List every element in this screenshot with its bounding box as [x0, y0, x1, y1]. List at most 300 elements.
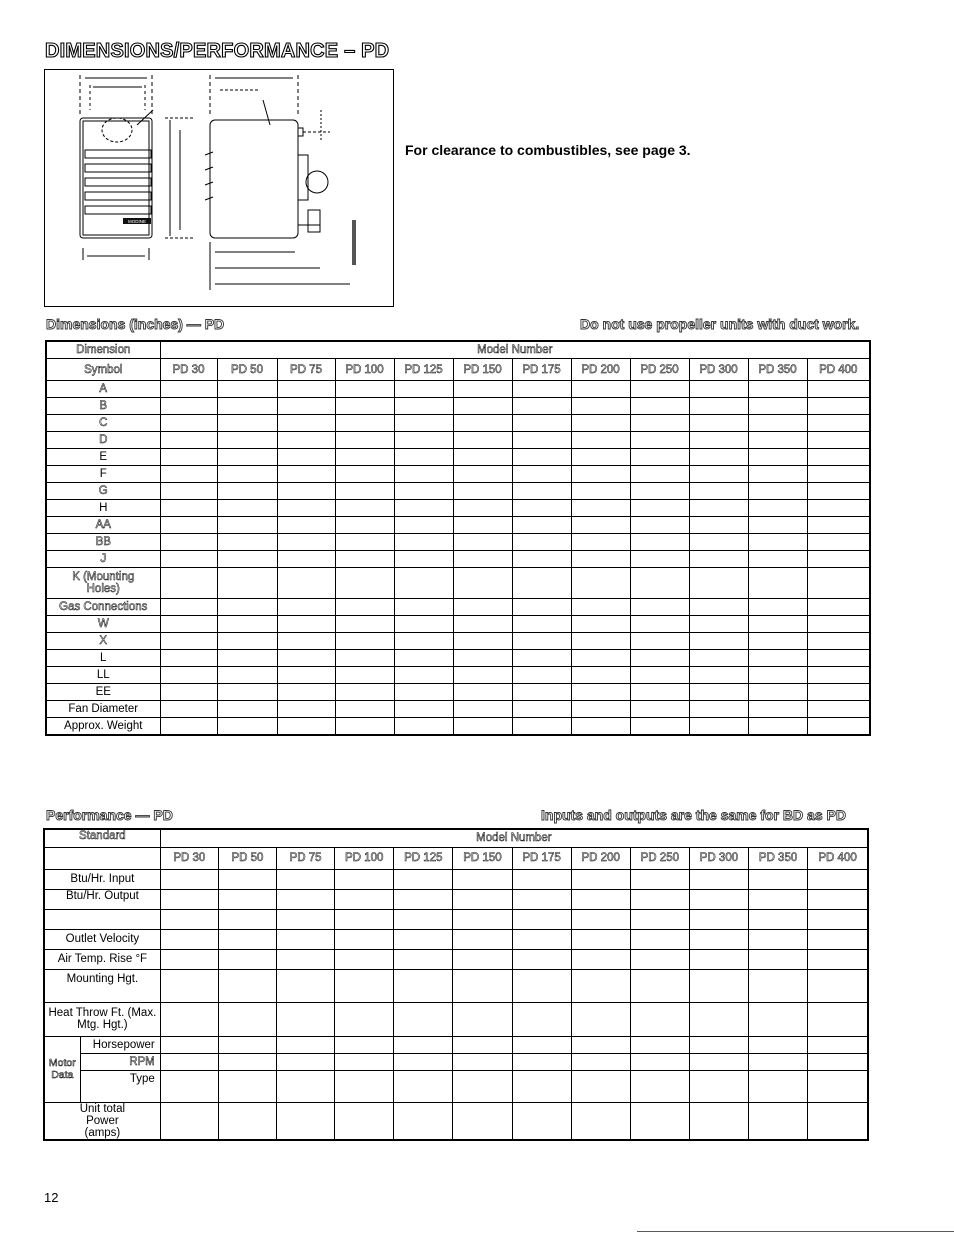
- dimension-cell: [394, 415, 453, 432]
- dimension-cell: [217, 534, 277, 551]
- row-type: [44, 1070, 868, 1102]
- dimension-cell: [160, 684, 217, 701]
- dimension-cell: [689, 483, 748, 500]
- dimension-cell: [512, 500, 571, 517]
- dimension-cell: [394, 616, 453, 633]
- dimension-cell: [217, 398, 277, 415]
- dimension-cell: [277, 381, 335, 398]
- row-mounting-height: [44, 969, 868, 1002]
- dimension-row: [46, 568, 870, 599]
- dimension-symbol: A: [46, 381, 160, 398]
- dimension-cell: [453, 718, 512, 736]
- dimension-cell: [512, 415, 571, 432]
- performance-table: [43, 828, 869, 1141]
- model-col: PD 125: [394, 847, 453, 869]
- dimension-row: [46, 551, 870, 568]
- dimension-cell: [335, 483, 394, 500]
- model-col: PD 150: [453, 847, 512, 869]
- model-col: PD 200: [571, 359, 630, 381]
- dimension-cell: [512, 718, 571, 736]
- dimension-cell: [217, 432, 277, 449]
- dimension-cell: [571, 633, 630, 650]
- dimension-cell: [160, 449, 217, 466]
- dimension-cell: [807, 718, 870, 736]
- model-col: PD 75: [277, 359, 335, 381]
- dimension-cell: [689, 398, 748, 415]
- dimension-cell: [571, 415, 630, 432]
- dimension-cell: [512, 633, 571, 650]
- row-label: Mounting Hgt.: [44, 969, 160, 1002]
- dimension-cell: [217, 633, 277, 650]
- dimension-cell: [807, 483, 870, 500]
- dimension-cell: [394, 398, 453, 415]
- dimension-cell: [630, 650, 689, 667]
- dimension-cell: [748, 701, 807, 718]
- dimension-cell: [571, 650, 630, 667]
- dimension-cell: [394, 684, 453, 701]
- dimension-cell: [689, 616, 748, 633]
- row-unit-power: [44, 1102, 868, 1140]
- dimension-cell: [394, 568, 453, 599]
- dimension-cell: [277, 650, 335, 667]
- dimension-cell: [394, 517, 453, 534]
- dimension-cell: [160, 718, 217, 736]
- dimension-cell: [689, 449, 748, 466]
- dimension-row: [46, 650, 870, 667]
- dimension-row: [46, 701, 870, 718]
- dimension-cell: [807, 517, 870, 534]
- dimension-cell: [277, 432, 335, 449]
- dimension-cell: [512, 684, 571, 701]
- performance-title: Performance — PD: [46, 807, 173, 823]
- dimension-cell: [335, 633, 394, 650]
- dimension-cell: [335, 466, 394, 483]
- dimension-cell: [217, 667, 277, 684]
- dimension-cell: [571, 701, 630, 718]
- dimension-cell: [807, 667, 870, 684]
- dimension-cell: [807, 650, 870, 667]
- dimension-cell: [630, 432, 689, 449]
- dimension-cell: [277, 483, 335, 500]
- dimension-cell: [453, 616, 512, 633]
- model-col: PD 30: [160, 359, 217, 381]
- dimension-cell: [512, 398, 571, 415]
- dimension-row: [46, 667, 870, 684]
- row-btu-input: [44, 869, 868, 889]
- model-col: PD 250: [630, 359, 689, 381]
- dimension-cell: [160, 483, 217, 500]
- dimension-symbol: BB: [46, 534, 160, 551]
- heater-diagram: [45, 70, 395, 308]
- dimension-cell: [394, 432, 453, 449]
- model-col: PD 100: [335, 359, 394, 381]
- model-number-header: Model Number: [160, 829, 868, 847]
- dimension-cell: [453, 684, 512, 701]
- dimension-cell: [571, 466, 630, 483]
- dimension-cell: [689, 551, 748, 568]
- dimension-row: [46, 718, 870, 736]
- model-col: PD 175: [512, 847, 571, 869]
- dimension-cell: [335, 398, 394, 415]
- dimension-cell: [512, 534, 571, 551]
- row-label: Unit total Power (amps): [44, 1102, 160, 1140]
- dimension-cell: [453, 381, 512, 398]
- dimension-symbol: G: [46, 483, 160, 500]
- dimension-cell: [512, 667, 571, 684]
- dimension-row: [46, 517, 870, 534]
- dimension-cell: [394, 551, 453, 568]
- dimension-cell: [277, 551, 335, 568]
- dimension-symbol: LL: [46, 667, 160, 684]
- dimension-cell: [689, 599, 748, 616]
- model-col: PD 400: [808, 847, 868, 869]
- dimension-cell: [335, 381, 394, 398]
- dimension-cell: [571, 534, 630, 551]
- dimension-cell: [512, 483, 571, 500]
- dimension-cell: [630, 616, 689, 633]
- dimension-cell: [571, 398, 630, 415]
- dimension-cell: [748, 684, 807, 701]
- dimension-cell: [512, 449, 571, 466]
- dimension-cell: [453, 466, 512, 483]
- dimension-cell: [689, 633, 748, 650]
- footer-rule: [637, 1231, 954, 1232]
- dimension-cell: [630, 667, 689, 684]
- dimension-cell: [748, 517, 807, 534]
- dimension-cell: [394, 701, 453, 718]
- dimension-symbol: B: [46, 398, 160, 415]
- row-horsepower: [44, 1036, 868, 1053]
- dimension-symbol: Approx. Weight: [46, 718, 160, 736]
- dimension-cell: [394, 483, 453, 500]
- dimension-cell: [630, 500, 689, 517]
- dimension-cell: [748, 483, 807, 500]
- dimension-cell: [453, 534, 512, 551]
- dimension-cell: [217, 684, 277, 701]
- dimension-cell: [748, 616, 807, 633]
- dimension-cell: [571, 568, 630, 599]
- dimension-cell: [512, 551, 571, 568]
- dimension-cell: [807, 381, 870, 398]
- dimension-cell: [394, 633, 453, 650]
- dimension-cell: [394, 381, 453, 398]
- dimension-cell: [160, 616, 217, 633]
- dimension-cell: [394, 718, 453, 736]
- dimension-cell: [394, 534, 453, 551]
- dimension-cell: [512, 466, 571, 483]
- dimension-cell: [571, 616, 630, 633]
- dimension-cell: [512, 616, 571, 633]
- dimension-cell: [394, 466, 453, 483]
- dimension-cell: [277, 599, 335, 616]
- dimension-cell: [512, 568, 571, 599]
- dimension-cell: [571, 551, 630, 568]
- dimension-cell: [748, 650, 807, 667]
- dimension-cell: [689, 718, 748, 736]
- dimension-cell: [217, 701, 277, 718]
- dimension-cell: [807, 534, 870, 551]
- dimension-cell: [160, 650, 217, 667]
- dimension-symbol: Gas Connections: [46, 599, 160, 616]
- dimension-cell: [277, 684, 335, 701]
- dimension-cell: [160, 398, 217, 415]
- dimension-cell: [453, 432, 512, 449]
- row-label: Type: [80, 1070, 160, 1102]
- dimension-row: [46, 684, 870, 701]
- dimension-cell: [335, 432, 394, 449]
- motor-data-label: Motor Data: [44, 1036, 80, 1102]
- dimension-cell: [277, 718, 335, 736]
- dimension-cell: [748, 398, 807, 415]
- row-air-temp-rise: [44, 949, 868, 969]
- dimension-cell: [748, 568, 807, 599]
- dimension-cell: [630, 633, 689, 650]
- dimension-cell: [630, 398, 689, 415]
- row-label: Btu/Hr. Input: [44, 869, 160, 889]
- dimension-cell: [689, 517, 748, 534]
- dimension-cell: [217, 551, 277, 568]
- dimension-cell: [571, 449, 630, 466]
- dimension-row: [46, 415, 870, 432]
- dimension-symbol: X: [46, 633, 160, 650]
- dimension-cell: [160, 415, 217, 432]
- dimension-cell: [689, 500, 748, 517]
- dimension-cell: [453, 551, 512, 568]
- dimension-cell: [630, 551, 689, 568]
- dimension-cell: [512, 517, 571, 534]
- dimension-cell: [453, 449, 512, 466]
- dimension-cell: [160, 667, 217, 684]
- dimension-cell: [630, 517, 689, 534]
- dimension-cell: [807, 551, 870, 568]
- dimension-cell: [217, 500, 277, 517]
- blank-header-cell: [44, 847, 160, 869]
- dimension-row: [46, 449, 870, 466]
- model-col: PD 100: [335, 847, 394, 869]
- dimension-cell: [748, 415, 807, 432]
- model-number-header: Model Number: [160, 341, 870, 359]
- dimension-cell: [335, 534, 394, 551]
- dimension-cell: [394, 449, 453, 466]
- dimension-cell: [689, 415, 748, 432]
- dimension-cell: [277, 534, 335, 551]
- row-heat-throw: [44, 1002, 868, 1036]
- dimension-cell: [217, 517, 277, 534]
- row-outlet-velocity: [44, 929, 868, 949]
- dimension-cell: [394, 650, 453, 667]
- dimension-drawing: [44, 69, 394, 307]
- dimension-cell: [807, 684, 870, 701]
- dimension-row: [46, 534, 870, 551]
- dimension-cell: [807, 633, 870, 650]
- dimension-row: [46, 616, 870, 633]
- dimension-cell: [335, 449, 394, 466]
- dimension-cell: [630, 466, 689, 483]
- row-blank: [44, 909, 868, 929]
- dimension-cell: [512, 381, 571, 398]
- dimension-cell: [689, 667, 748, 684]
- dimension-cell: [277, 398, 335, 415]
- dimension-row: [46, 432, 870, 449]
- dimension-symbol: W: [46, 616, 160, 633]
- dimension-symbol: F: [46, 466, 160, 483]
- dimension-cell: [807, 466, 870, 483]
- dimension-cell: [807, 616, 870, 633]
- dimension-cell: [160, 701, 217, 718]
- dimension-cell: [748, 381, 807, 398]
- dimension-cell: [160, 633, 217, 650]
- dimension-cell: [512, 650, 571, 667]
- dimension-cell: [748, 466, 807, 483]
- dimension-cell: [335, 415, 394, 432]
- dimension-cell: [160, 599, 217, 616]
- dimension-symbol: E: [46, 449, 160, 466]
- dimension-cell: [453, 415, 512, 432]
- dimension-cell: [217, 449, 277, 466]
- dimension-cell: [160, 432, 217, 449]
- dimension-row: [46, 599, 870, 616]
- dimensions-note: Do not use propeller units with duct work.: [580, 316, 860, 332]
- dimension-cell: [630, 599, 689, 616]
- dimension-cell: [807, 568, 870, 599]
- dimension-cell: [335, 650, 394, 667]
- model-col: PD 250: [630, 847, 689, 869]
- dimension-cell: [453, 667, 512, 684]
- dimension-cell: [807, 500, 870, 517]
- dimension-cell: [453, 599, 512, 616]
- dimension-cell: [217, 616, 277, 633]
- page-number: 12: [44, 1190, 59, 1205]
- dimension-cell: [277, 466, 335, 483]
- dimension-cell: [277, 517, 335, 534]
- dimension-cell: [335, 568, 394, 599]
- dimension-cell: [277, 667, 335, 684]
- row-label: RPM: [80, 1053, 160, 1070]
- dimension-cell: [335, 667, 394, 684]
- model-col: PD 350: [749, 847, 808, 869]
- row-label: Horsepower: [80, 1036, 160, 1053]
- dimension-cell: [571, 500, 630, 517]
- dimension-symbol: AA: [46, 517, 160, 534]
- dimension-row: [46, 633, 870, 650]
- model-col: PD 300: [689, 359, 748, 381]
- dimension-cell: [335, 701, 394, 718]
- dimension-cell: [160, 517, 217, 534]
- dimension-symbol: H: [46, 500, 160, 517]
- model-col: PD 400: [807, 359, 870, 381]
- dimension-cell: [160, 534, 217, 551]
- model-col: PD 50: [217, 359, 277, 381]
- dimension-cell: [571, 718, 630, 736]
- dimension-cell: [630, 483, 689, 500]
- dimension-header: Dimension: [46, 341, 160, 359]
- row-label: Heat Throw Ft. (Max. Mtg. Hgt.): [44, 1002, 160, 1036]
- dimension-cell: [630, 718, 689, 736]
- dimension-row: [46, 483, 870, 500]
- dimension-row: [46, 466, 870, 483]
- model-col: PD 125: [394, 359, 453, 381]
- dimension-cell: [748, 534, 807, 551]
- dimension-cell: [160, 381, 217, 398]
- dimension-cell: [160, 500, 217, 517]
- dimension-cell: [748, 551, 807, 568]
- model-col: PD 200: [571, 847, 630, 869]
- dimension-symbol: EE: [46, 684, 160, 701]
- dimension-cell: [630, 415, 689, 432]
- dimension-cell: [689, 650, 748, 667]
- dimension-cell: [453, 568, 512, 599]
- dimension-cell: [571, 684, 630, 701]
- performance-note: Inputs and outputs are the same for BD as PD: [541, 807, 846, 823]
- model-col: PD 300: [689, 847, 748, 869]
- row-label: Btu/Hr. Output: [44, 889, 160, 909]
- dimension-cell: [512, 432, 571, 449]
- dimension-cell: [335, 517, 394, 534]
- row-label: Outlet Velocity: [44, 929, 160, 949]
- page-title: DIMENSIONS/PERFORMANCE – PD: [45, 40, 390, 62]
- dimension-cell: [160, 551, 217, 568]
- dimension-cell: [748, 633, 807, 650]
- dimension-cell: [453, 517, 512, 534]
- dimension-cell: [277, 701, 335, 718]
- model-col: PD 50: [218, 847, 276, 869]
- dimension-cell: [277, 500, 335, 517]
- dimension-cell: [453, 633, 512, 650]
- dimension-cell: [335, 684, 394, 701]
- standard-header: Standard: [44, 829, 160, 847]
- dimension-cell: [453, 398, 512, 415]
- dimension-cell: [689, 432, 748, 449]
- dimension-cell: [512, 599, 571, 616]
- dimension-cell: [335, 599, 394, 616]
- dimension-cell: [689, 466, 748, 483]
- model-col: PD 75: [277, 847, 335, 869]
- dimension-symbol: K (Mounting Holes): [46, 568, 160, 599]
- dimension-cell: [630, 381, 689, 398]
- dimension-row: [46, 500, 870, 517]
- model-col: PD 150: [453, 359, 512, 381]
- dimension-cell: [571, 667, 630, 684]
- dimension-cell: [453, 701, 512, 718]
- dimension-symbol: L: [46, 650, 160, 667]
- dimension-cell: [807, 599, 870, 616]
- svg-text:MODINE: MODINE: [128, 219, 146, 224]
- dimension-cell: [630, 701, 689, 718]
- dimension-cell: [217, 650, 277, 667]
- dimension-cell: [630, 684, 689, 701]
- row-label: Air Temp. Rise °F: [44, 949, 160, 969]
- dimension-cell: [689, 568, 748, 599]
- dimension-cell: [689, 701, 748, 718]
- row-rpm: [44, 1053, 868, 1070]
- row-btu-output: [44, 889, 868, 909]
- dimension-cell: [571, 517, 630, 534]
- dimension-cell: [571, 599, 630, 616]
- dimension-cell: [335, 551, 394, 568]
- dimension-cell: [277, 415, 335, 432]
- dimension-row: [46, 381, 870, 398]
- dimension-cell: [394, 599, 453, 616]
- dimension-cell: [807, 701, 870, 718]
- dimension-symbol: J: [46, 551, 160, 568]
- dimension-cell: [630, 449, 689, 466]
- dimension-cell: [335, 500, 394, 517]
- dimension-cell: [394, 667, 453, 684]
- dimension-cell: [277, 616, 335, 633]
- dimension-cell: [217, 568, 277, 599]
- dimension-cell: [630, 568, 689, 599]
- dimension-cell: [807, 398, 870, 415]
